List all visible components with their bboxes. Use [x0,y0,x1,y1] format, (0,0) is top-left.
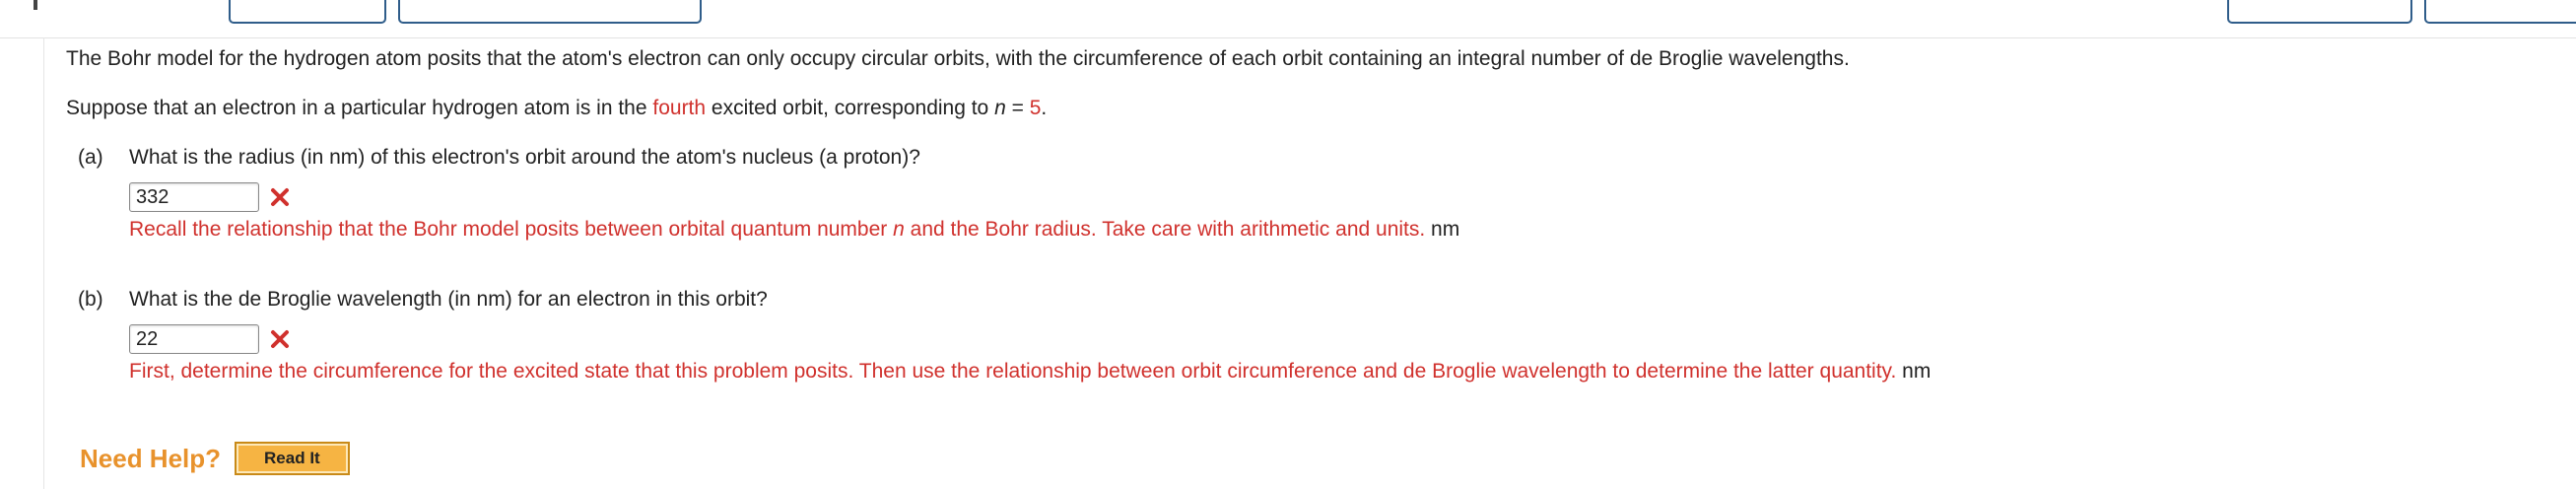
toolbar-button-2[interactable] [398,0,702,24]
part-a-answer-input[interactable] [129,182,259,212]
toolbar-button-3[interactable] [2227,0,2412,24]
toolbar-button-1[interactable] [229,0,386,24]
need-help-label: Need Help? [80,443,222,473]
part-b-unit: nm [1896,360,1932,383]
question-panel [43,37,2576,489]
top-toolbar [0,0,2576,38]
x-mark-icon [269,186,291,208]
read-it-button[interactable]: Read It [235,442,350,475]
toolbar-fragment [34,0,37,10]
question-setup: Suppose that an electron in a particular hydrogen atom is in the fourth excited orbit, corresponding to n = 5. [66,97,1048,119]
part-b-prompt: (b) What is the de Broglie wavelength (in nm) for an electron in this orbit? [78,288,768,311]
part-a-unit: nm [1425,218,1460,241]
question-intro: The Bohr model for the hydrogen atom posits that the atom's electron can only occupy circular orbits, with the circumference of each orbit containing an integral number of de Broglie wavelengths. [66,47,1850,70]
part-b-label: (b) [78,288,103,311]
part-b-feedback: First, determine the circumference for the excited state that this problem posits. Then use the relationship between orbit circumference and de Broglie wavelength to determine the latter quantity. nm [129,360,1932,383]
excited-level-highlight: fourth [652,97,707,119]
quantum-number-value: 5 [1029,97,1042,119]
part-b-answer-input[interactable] [129,324,259,354]
need-help-section [80,442,350,475]
x-mark-icon [269,328,291,350]
toolbar-button-4[interactable] [2424,0,2576,24]
part-a-label: (a) [78,146,103,169]
part-a-prompt: (a) What is the radius (in nm) of this electron's orbit around the atom's nucleus (a proton)? [78,146,920,169]
part-a-answer-row [129,182,291,212]
part-b-answer-row [129,324,291,354]
part-a-feedback: Recall the relationship that the Bohr model posits between orbital quantum number n and the Bohr radius. Take care with arithmetic and units. nm [129,218,1460,241]
